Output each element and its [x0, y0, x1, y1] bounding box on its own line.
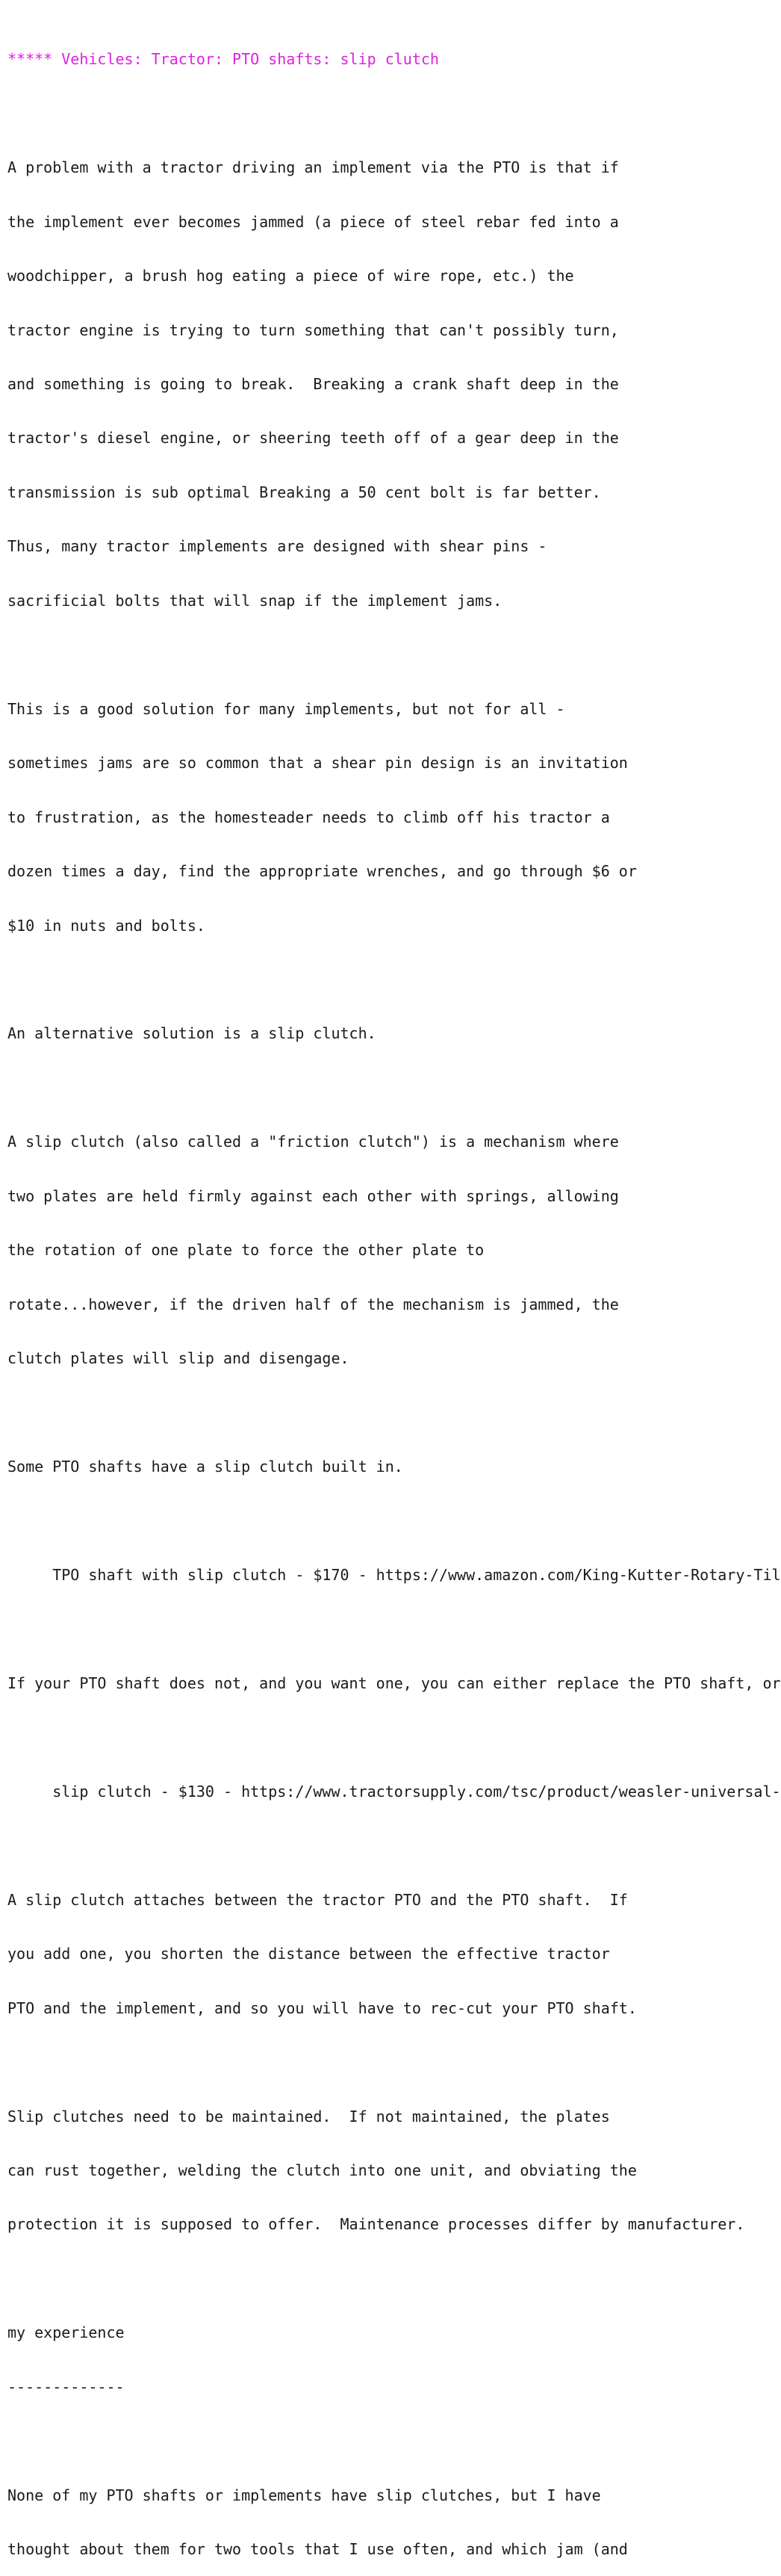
text-line: If your PTO shaft does not, and you want one, you can either replace the PTO shaft, or	[7, 1674, 781, 1692]
tractorsupply-link-line	[7, 1728, 759, 1746]
text-line: clutch plates will slip and disengage.	[7, 1349, 349, 1368]
text-line: sacrificial bolts that will snap if the implement jams.	[7, 591, 502, 610]
text-line: This is a good solution for many implements, but not for all -	[7, 699, 565, 718]
text-line: two plates are held firmly against each other with springs, allowing	[7, 1186, 619, 1205]
text-line	[7, 645, 759, 663]
text-line: PTO and the implement, and so you will have to rec-cut your PTO shaft.	[7, 1998, 637, 2017]
subheading-underline: my experience	[7, 2323, 125, 2342]
text-line: protection it is supposed to offer. Maintenance processes differ by manufacturer.	[7, 2215, 745, 2234]
text-line: sometimes jams are so common that a shear pin design is an invitation	[7, 754, 628, 773]
text-line: TPO shaft with slip clutch - $170 - https://www.amazon.com/King-Kutter-Rotary-Til	[7, 1566, 781, 1584]
text-line: and something is going to break. Breaking a crank shaft deep in the	[7, 375, 619, 394]
text-line	[7, 970, 759, 988]
text-line: A slip clutch (also called a "friction clutch") is a mechanism where	[7, 1133, 619, 1151]
text-line: Some PTO shafts have a slip clutch built in.	[7, 1458, 403, 1476]
text-line: you add one, you shorten the distance between the effective tractor	[7, 1945, 610, 1963]
text-line	[7, 1404, 759, 1422]
text-line: thought about them for two tools that I use often, and which jam (and	[7, 2540, 628, 2559]
text-line: -------------	[7, 2377, 125, 2396]
subheading-my-experience	[7, 2270, 759, 2288]
text-line: slip clutch - $130 - https://www.tractorsupply.com/tsc/product/weasler-universal-	[7, 1782, 781, 1801]
text-line: tractor engine is trying to turn something that can't possibly turn,	[7, 321, 619, 339]
text-line: A problem with a tractor driving an implement via the PTO is that if	[7, 158, 619, 177]
text-line	[7, 1079, 759, 1097]
text-line: Thus, many tractor implements are designed with shear pins -	[7, 537, 547, 556]
text-line: A slip clutch attaches between the tractor PTO and the PTO shaft. If	[7, 1890, 628, 1909]
text-line: An alternative solution is a slip clutch.	[7, 1024, 376, 1043]
text-line	[7, 2053, 759, 2071]
text-line: rotate...however, if the driven half of the mechanism is jammed, the	[7, 1295, 619, 1313]
text-line	[7, 105, 759, 123]
text-line: can rust together, welding the clutch into one unit, and obviating the	[7, 2161, 637, 2179]
text-line	[7, 2432, 759, 2450]
text-line: transmission is sub optimal Breaking a 50 cent bolt is far better.	[7, 483, 601, 501]
text-line: the implement ever becomes jammed (a piece of steel rebar fed into a	[7, 212, 619, 231]
section-heading: ***** Vehicles: Tractor: PTO shafts: slip clutch	[7, 50, 439, 69]
text-line: $10 in nuts and bolts.	[7, 916, 205, 935]
text-line: tractor's diesel engine, or sheering teeth off of a gear deep in the	[7, 429, 619, 448]
text-line: None of my PTO shafts or implements have slip clutches, but I have	[7, 2486, 601, 2504]
text-line: the rotation of one plate to force the other plate to	[7, 1241, 485, 1260]
amazon-link-line	[7, 1512, 759, 1530]
document-body	[7, 14, 781, 2576]
text-line: dozen times a day, find the appropriate wrenches, and go through $6 or	[7, 862, 637, 881]
text-line	[7, 1836, 759, 1854]
text-line: to frustration, as the homesteader needs to climb off his tractor a	[7, 808, 610, 826]
text-line: Slip clutches need to be maintained. If not maintained, the plates	[7, 2107, 610, 2125]
text-line: woodchipper, a brush hog eating a piece of wire rope, etc.) the	[7, 267, 574, 285]
text-line	[7, 1620, 759, 1638]
